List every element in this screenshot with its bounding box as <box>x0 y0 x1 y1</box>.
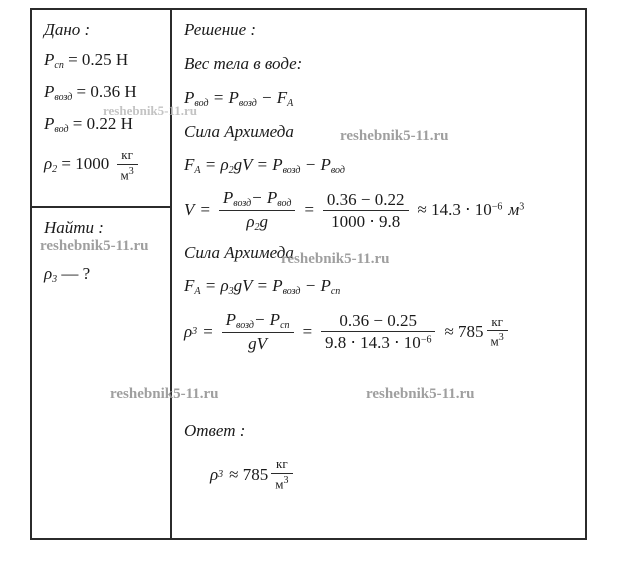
volume-result: ≈ $14.3 \cdot 10^{-6}$ <box>417 200 503 220</box>
archimedes-label-2: Сила Архимеда <box>184 242 294 262</box>
unit-numerator: кг <box>271 457 292 474</box>
equation-volume: V = $\frac{P_{возд}- P_{вод}}{\rho_2g}$ = $\frac{0.36 - 0.22}{1000 \cdot 9.8}$ ≈ $14.3 \cdot 10^{-6}$ $м^3$ <box>184 187 525 233</box>
given-subscript: cп <box>54 59 64 71</box>
find-row <box>44 264 162 285</box>
density-subscript: 2 <box>52 164 58 176</box>
equation-weight-water: $P_{вод} = P_{возд} - F_A$ <box>184 88 294 109</box>
given-symbol: P <box>44 50 55 69</box>
given-subscript: возд <box>54 91 73 103</box>
given-symbol: P <box>44 113 55 133</box>
unit-denominator: $м^3$ <box>275 474 289 492</box>
given-symbol: P <box>44 81 55 101</box>
watermark-text: reshebnik5-11.ru <box>340 128 449 144</box>
eq-rhs: = P <box>212 88 239 107</box>
fraction-denominator: $\rho_2g$ <box>246 211 268 233</box>
given-subscript: вод <box>54 123 69 135</box>
fraction-denominator: 1000 ⋅ 9.8 <box>331 211 401 231</box>
volume-unit: $м^3$ <box>508 200 525 220</box>
fraction-denominator: gV <box>248 334 268 354</box>
find-subscript: 3 <box>52 273 58 285</box>
density-fraction-numeric <box>321 311 435 352</box>
archimedes-label-1: Сила Архимеда <box>184 121 294 141</box>
density-unit <box>117 148 138 183</box>
density-result: ≈ 785 <box>444 321 484 341</box>
watermark-text: reshebnik5-11.ru <box>366 386 475 402</box>
equation-archimedes-2: $F_A = \rho_3gV = P_{возд} - P_{cп}$ <box>184 275 341 297</box>
unit-denominator: $м^3$ <box>120 165 134 183</box>
given-row <box>44 82 162 103</box>
density-fraction-symbolic <box>222 310 294 353</box>
given-row <box>44 114 162 135</box>
given-block <box>32 10 170 208</box>
unit-denominator: $м^3$ <box>490 332 504 349</box>
given-header: Дано : <box>44 20 91 39</box>
given-column <box>32 10 172 538</box>
eq-minus: − F <box>261 88 288 107</box>
watermark-text: reshebnik5-11.ru <box>103 103 198 118</box>
density-unit <box>487 315 508 350</box>
given-value: = 0.36 Н <box>76 81 137 101</box>
watermark-text: reshebnik5-11.ru <box>40 238 149 254</box>
fraction-denominator: $9.8 \cdot 14.3 \cdot 10^{-6}$ <box>325 333 432 353</box>
given-density-row <box>44 148 162 183</box>
eq-lhs: P <box>184 88 195 107</box>
solution-sheet <box>30 8 587 540</box>
volume-fraction-numeric <box>323 190 409 231</box>
density-symbol: ρ <box>44 154 53 174</box>
density-value: = 1000 <box>61 154 110 174</box>
fraction-numerator: $P_{возд}- P_{вод}$ <box>219 188 296 211</box>
answer-unit <box>271 457 292 492</box>
find-symbol: ρ <box>44 264 53 283</box>
unit-numerator: кг <box>487 315 508 332</box>
find-dash: — ? <box>61 264 91 283</box>
solution-column <box>172 10 585 538</box>
given-value: = 0.22 Н <box>72 113 133 133</box>
unit-numerator: кг <box>117 148 138 165</box>
fraction-numerator: 0.36 − 0.22 <box>323 190 409 211</box>
answer-header: Ответ : <box>184 421 246 441</box>
fraction-numerator: $P_{возд}- P_{cп}$ <box>222 310 294 333</box>
volume-fraction-symbolic <box>219 188 296 233</box>
given-value: = 0.25 Н <box>68 50 129 69</box>
watermark-text: reshebnik5-11.ru <box>281 251 390 267</box>
watermark-text: reshebnik5-11.ru <box>110 386 219 402</box>
equation-density: ρ 3 = $\frac{P_{возд}- P_{cп}}{gV}$ = $\frac{0.36 - 0.25}{9.8 \cdot 14.3 \cdot 10^{-6}}$ ≈ 785 $\frac{кг}{м^3}$ <box>184 310 575 353</box>
equation-archimedes-1: $F_A = \rho_2gV = P_{возд} - P_{вод}$ <box>184 154 345 176</box>
solution-header: Решение : <box>184 20 257 39</box>
weight-in-water-label: Вес тела в воде: <box>184 54 303 73</box>
given-row <box>44 50 162 71</box>
answer-equation: ρ 3 ≈ 785 $\frac{кг}{м^3}$ <box>210 457 575 492</box>
find-block <box>32 208 170 306</box>
fraction-numerator: 0.36 − 0.25 <box>321 311 435 332</box>
find-header: Найти : <box>44 218 104 237</box>
